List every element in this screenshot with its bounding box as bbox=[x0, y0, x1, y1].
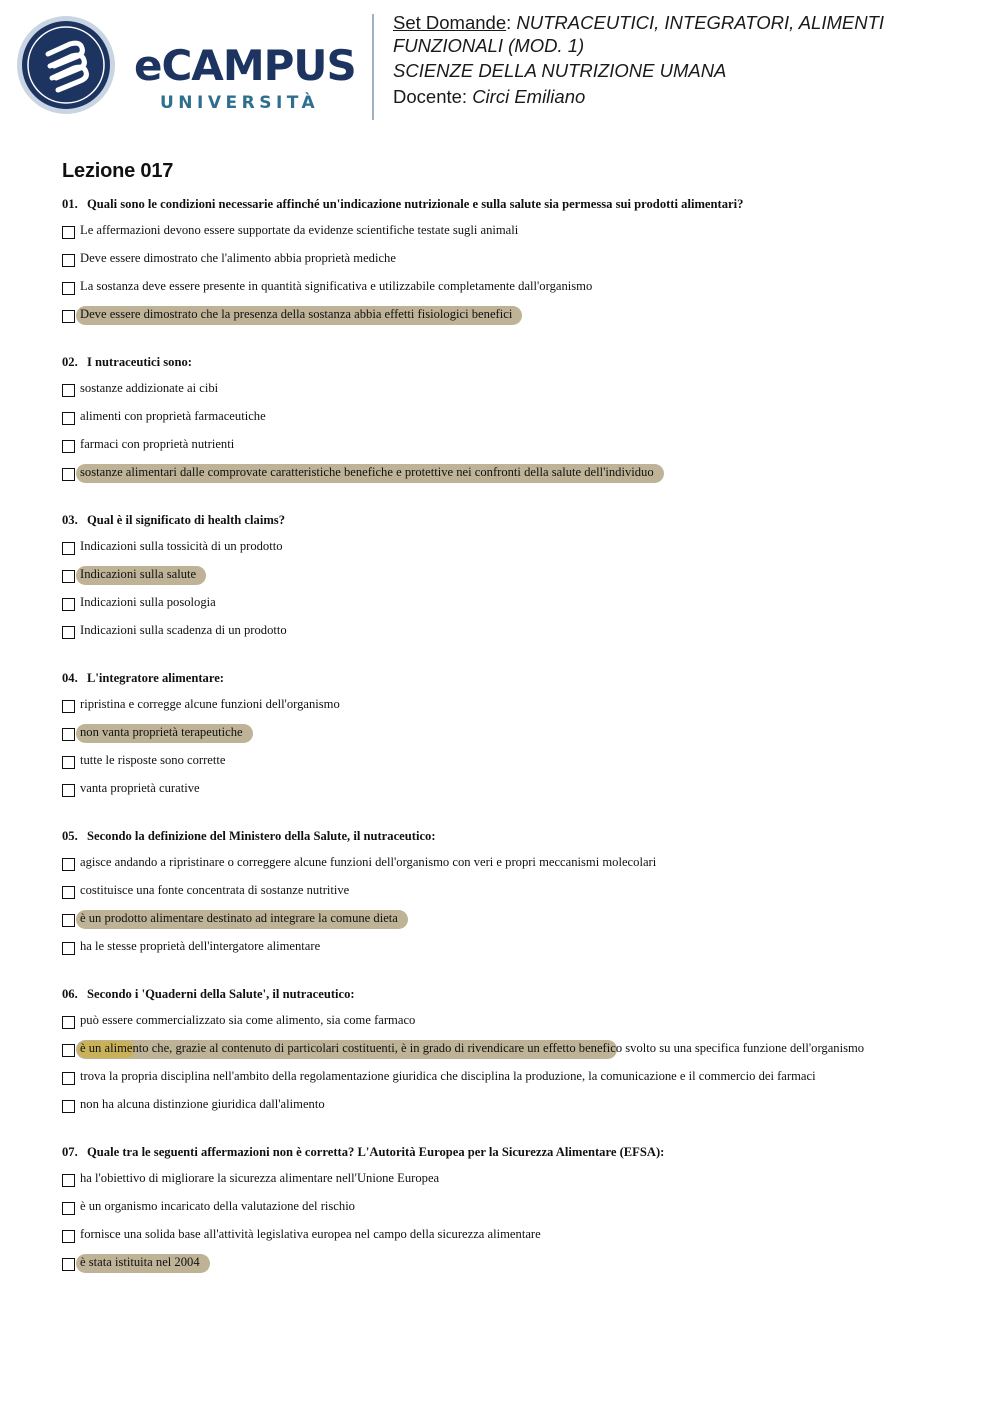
answer-text: è un alimento che, grazie al contenuto di particolari costituenti, è in grado di rivendicare un effetto benefico svolto su una specifica funzione dell'organismo bbox=[80, 1041, 865, 1055]
lesson-title: Lezione 017 bbox=[62, 160, 174, 182]
answer-option[interactable] bbox=[62, 377, 962, 405]
answer-text: Indicazioni sulla salute bbox=[80, 567, 197, 581]
ecampus-logo-graphic bbox=[14, 14, 369, 118]
answer-option[interactable] bbox=[62, 693, 962, 721]
answer-option[interactable] bbox=[62, 1093, 962, 1121]
teacher: Docente: Circi Emiliano bbox=[393, 85, 586, 107]
answer-text: ha le stesse proprietà dell'intergatore alimentare bbox=[80, 939, 321, 953]
answer-option[interactable] bbox=[62, 591, 962, 619]
answer-option[interactable] bbox=[62, 1195, 962, 1223]
answer-checkbox[interactable] bbox=[62, 384, 75, 397]
answer-option[interactable] bbox=[62, 1223, 962, 1251]
answer-checkbox[interactable] bbox=[62, 440, 75, 453]
answer-option-highlighted[interactable] bbox=[62, 461, 962, 489]
answer-checkbox[interactable] bbox=[62, 756, 75, 769]
answer-checkbox[interactable] bbox=[62, 784, 75, 797]
answer-text: La sostanza deve essere presente in quantità significativa e utilizzabile completamente dall'organismo bbox=[80, 279, 593, 293]
answer-checkbox[interactable] bbox=[62, 1100, 75, 1113]
answer-option[interactable] bbox=[62, 749, 962, 777]
question bbox=[62, 193, 962, 331]
answer-option[interactable] bbox=[62, 275, 962, 303]
question bbox=[62, 983, 962, 1121]
question-text: Quale tra le seguenti affermazioni non è corretta? L'Autorità Europea per la Sicurezza Alimentare (EFSA): bbox=[87, 1145, 665, 1159]
answer-text: non vanta proprietà terapeutiche bbox=[80, 725, 243, 739]
question-title bbox=[62, 1141, 962, 1163]
answer-option-highlighted[interactable] bbox=[62, 1037, 962, 1065]
question-number: 07. bbox=[62, 1145, 78, 1159]
answer-option[interactable] bbox=[62, 1065, 962, 1093]
answer-option-highlighted[interactable] bbox=[62, 1251, 962, 1279]
question bbox=[62, 1141, 962, 1279]
answer-text: è un prodotto alimentare destinato ad integrare la comune dieta bbox=[80, 911, 398, 925]
answer-text: costituisce una fonte concentrata di sostanze nutritive bbox=[80, 883, 350, 897]
answer-checkbox[interactable] bbox=[62, 942, 75, 955]
question-text: Qual è il significato di health claims? bbox=[87, 513, 286, 527]
answer-text: sostanze alimentari dalle comprovate caratteristiche benefiche e protettive nei confronti della salute dell'individuo bbox=[80, 465, 654, 479]
header-divider bbox=[372, 14, 374, 120]
document-header bbox=[393, 12, 983, 111]
answer-checkbox[interactable] bbox=[62, 282, 75, 295]
answer-option-highlighted[interactable] bbox=[62, 303, 962, 331]
answer-text: vanta proprietà curative bbox=[80, 781, 200, 795]
ecampus-logo bbox=[14, 14, 369, 118]
question-title bbox=[62, 825, 962, 847]
answer-text: trova la propria disciplina nell'ambito della regolamentazione giuridica che disciplina la produzione, la comunicazione e il commercio dei farmaci bbox=[80, 1069, 816, 1083]
answer-checkbox[interactable] bbox=[62, 1016, 75, 1029]
question-title bbox=[62, 983, 962, 1005]
question bbox=[62, 825, 962, 963]
answer-option[interactable] bbox=[62, 1009, 962, 1037]
answer-checkbox[interactable] bbox=[62, 254, 75, 267]
answer-text: Deve essere dimostrato che la presenza della sostanza abbia effetti fisiologici benefici bbox=[80, 307, 513, 321]
answer-text: è un organismo incaricato della valutazione del rischio bbox=[80, 1199, 355, 1213]
answer-checkbox[interactable] bbox=[62, 914, 75, 927]
set-title: Set Domande: NUTRACEUTICI, INTEGRATORI, ALIMENTI FUNZIONALI (MOD. 1) bbox=[393, 12, 885, 56]
answer-text: Indicazioni sulla tossicità di un prodotto bbox=[80, 539, 283, 553]
answer-checkbox[interactable] bbox=[62, 1072, 75, 1085]
answer-option-highlighted[interactable] bbox=[62, 563, 962, 591]
answer-text: ripristina e corregge alcune funzioni dell'organismo bbox=[80, 697, 340, 711]
answer-checkbox[interactable] bbox=[62, 1202, 75, 1215]
answer-checkbox[interactable] bbox=[62, 1230, 75, 1243]
answer-checkbox[interactable] bbox=[62, 542, 75, 555]
question-title bbox=[62, 193, 962, 215]
answer-option[interactable] bbox=[62, 433, 962, 461]
answer-text: agisce andando a ripristinare o correggere alcune funzioni dell'organismo con veri e propri meccanismi molecolari bbox=[80, 855, 657, 869]
answer-option[interactable] bbox=[62, 1167, 962, 1195]
answer-option[interactable] bbox=[62, 219, 962, 247]
question-title bbox=[62, 351, 962, 373]
answer-checkbox[interactable] bbox=[62, 728, 75, 741]
answer-checkbox[interactable] bbox=[62, 700, 75, 713]
answer-checkbox[interactable] bbox=[62, 412, 75, 425]
answer-text: sostanze addizionate ai cibi bbox=[80, 381, 219, 395]
answer-checkbox[interactable] bbox=[62, 1258, 75, 1271]
answer-text: farmaci con proprietà nutrienti bbox=[80, 437, 235, 451]
answer-option[interactable] bbox=[62, 247, 962, 275]
course-name: SCIENZE DELLA NUTRIZIONE UMANA bbox=[393, 60, 727, 81]
question-number: 06. bbox=[62, 987, 78, 1001]
answer-option[interactable] bbox=[62, 405, 962, 433]
question bbox=[62, 351, 962, 489]
answer-text: è stata istituita nel 2004 bbox=[80, 1255, 200, 1269]
answer-checkbox[interactable] bbox=[62, 858, 75, 871]
question-text: Secondo la definizione del Ministero della Salute, il nutraceutico: bbox=[87, 829, 436, 843]
answer-text: Indicazioni sulla posologia bbox=[80, 595, 216, 609]
answer-text: fornisce una solida base all'attività legislativa europea nel campo della sicurezza alimentare bbox=[80, 1227, 541, 1241]
answer-option[interactable] bbox=[62, 619, 962, 647]
answer-option[interactable] bbox=[62, 535, 962, 563]
answer-option[interactable] bbox=[62, 879, 962, 907]
answer-option[interactable] bbox=[62, 777, 962, 805]
question bbox=[62, 509, 962, 647]
answer-checkbox[interactable] bbox=[62, 1044, 75, 1057]
question-number: 04. bbox=[62, 671, 78, 685]
svg-text:eCAMPUS: eCAMPUS bbox=[134, 41, 356, 90]
question-text: I nutraceutici sono: bbox=[87, 355, 192, 369]
answer-checkbox[interactable] bbox=[62, 570, 75, 583]
question bbox=[62, 667, 962, 805]
answer-text: Le affermazioni devono essere supportate da evidenze scientifiche testate sugli animali bbox=[80, 223, 519, 237]
answer-checkbox[interactable] bbox=[62, 598, 75, 611]
answer-text: tutte le risposte sono corrette bbox=[80, 753, 226, 767]
answer-checkbox[interactable] bbox=[62, 886, 75, 899]
question-text: Quali sono le condizioni necessarie affinché un'indicazione nutrizionale e sulla salute sia permessa sui prodotti alimentari? bbox=[87, 197, 744, 211]
question-title bbox=[62, 667, 962, 689]
answer-checkbox[interactable] bbox=[62, 226, 75, 239]
question-number: 02. bbox=[62, 355, 78, 369]
svg-text:UNIVERSITÀ: UNIVERSITÀ bbox=[160, 93, 320, 113]
answer-checkbox[interactable] bbox=[62, 468, 75, 481]
answer-option-highlighted[interactable] bbox=[62, 721, 962, 749]
question-number: 01. bbox=[62, 197, 78, 211]
answer-text: Deve essere dimostrato che l'alimento abbia proprietà mediche bbox=[80, 251, 396, 265]
answer-checkbox[interactable] bbox=[62, 1174, 75, 1187]
answer-text: alimenti con proprietà farmaceutiche bbox=[80, 409, 266, 423]
answer-option[interactable] bbox=[62, 935, 962, 963]
question-number: 03. bbox=[62, 513, 78, 527]
answer-text: Indicazioni sulla scadenza di un prodotto bbox=[80, 623, 287, 637]
answer-text: può essere commercializzato sia come alimento, sia come farmaco bbox=[80, 1013, 416, 1027]
question-number: 05. bbox=[62, 829, 78, 843]
answer-option[interactable] bbox=[62, 851, 962, 879]
answer-checkbox[interactable] bbox=[62, 626, 75, 639]
answer-option-highlighted[interactable] bbox=[62, 907, 962, 935]
question-list bbox=[62, 193, 962, 1299]
answer-text: ha l'obiettivo di migliorare la sicurezza alimentare nell'Unione Europea bbox=[80, 1171, 440, 1185]
question-title bbox=[62, 509, 962, 531]
question-text: L'integratore alimentare: bbox=[87, 671, 224, 685]
question-text: Secondo i 'Quaderni della Salute', il nutraceutico: bbox=[87, 987, 355, 1001]
answer-text: non ha alcuna distinzione giuridica dall'alimento bbox=[80, 1097, 325, 1111]
answer-checkbox[interactable] bbox=[62, 310, 75, 323]
